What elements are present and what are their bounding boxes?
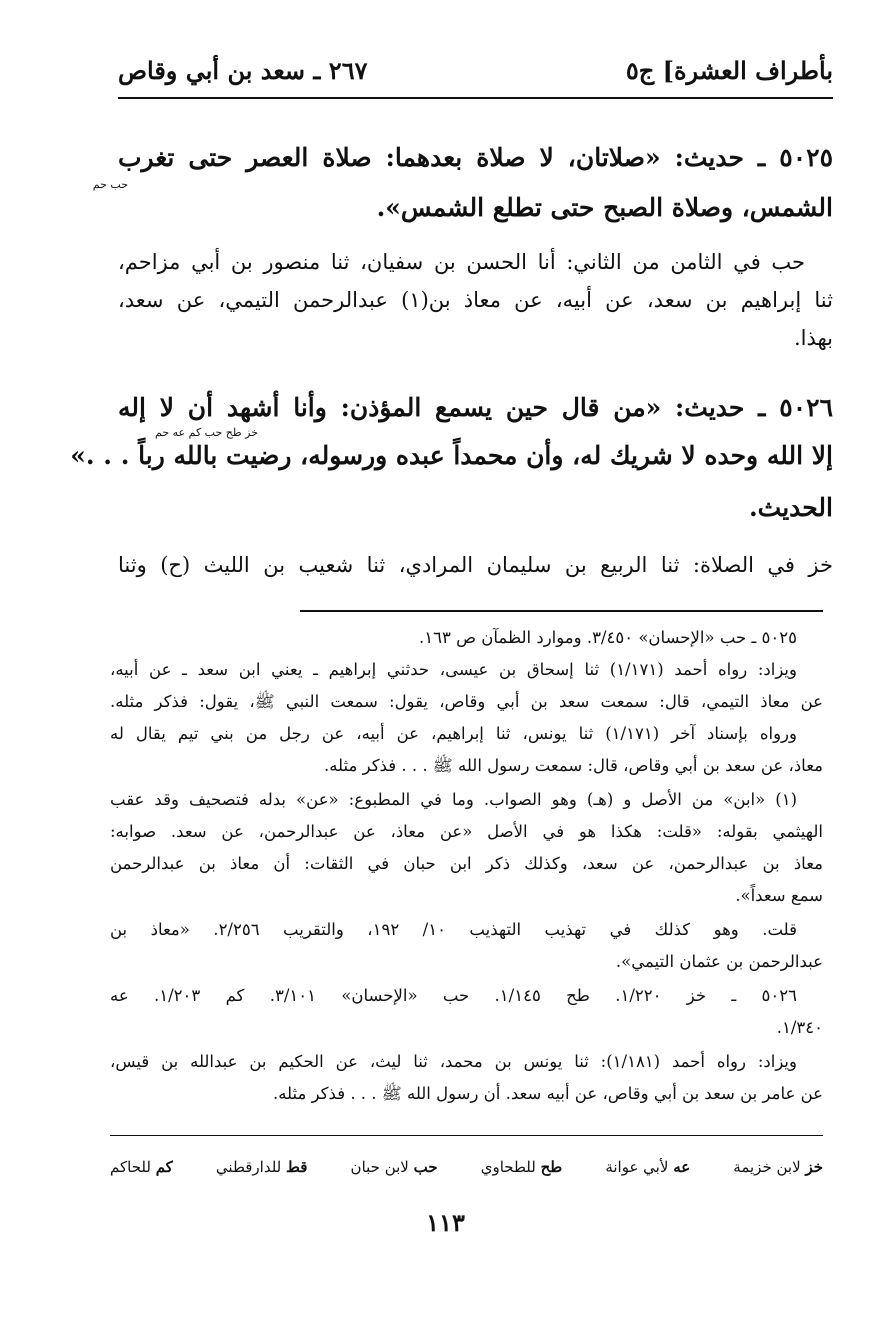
abbreviations-key [110, 1152, 823, 1182]
abbreviation-item [110, 1158, 173, 1176]
book-title: بأطراف العشرة] ج٥ [625, 55, 833, 85]
hadith-line: ٥٠٢٥ ـ حديث: «صلاتان، لا صلاة بعدهما: صلاة العصر حتى تغرب [118, 143, 833, 172]
footnote-line: معاذ، عن سعد بن أبي وقاص، قال: سمعت رسول الله ﷺ . . . فذكر مثله. [323, 756, 823, 775]
abbreviation-name: للحاكم [110, 1158, 151, 1176]
isnad-line: خز في الصلاة: ثنا الربيع بن سليمان المرادي، ثنا شعيب بن الليث (ح) وثنا [118, 553, 833, 577]
footnote-line: ١/٣٤٠. [776, 1018, 823, 1037]
header-rule [118, 97, 833, 99]
isnad-line: ثنا إبراهيم بن سعد، عن أبيه، عن معاذ بن(١) عبدالرحمن التيمي، عن سعد، [118, 288, 833, 312]
isnad-line: حب في الثامن من الثاني: أنا الحسن بن سفيان، ثنا منصور بن أبي مزاحم، [118, 250, 805, 274]
sigla: حب حم [92, 178, 128, 191]
running-head [118, 50, 833, 90]
footnote-line: ٥٠٢٥ ـ حب «الإحسان» ٣/٤٥٠. وموارد الظمآن ص ١٦٣. [418, 628, 797, 647]
sigla: خز طح حب كم عه حم [155, 426, 258, 439]
abbreviation-name: لابن حبان [350, 1158, 409, 1176]
hadith-line: الشمس، وصلاة الصبح حتى تطلع الشمس». [376, 193, 833, 222]
abbreviation-name: للطحاوي [480, 1158, 536, 1176]
abbreviation-code: عه [673, 1158, 691, 1176]
footnote-line: الهيثمي بقوله: «قلت: هكذا هو في الأصل «عن معاذ، عن عبدالرحمن، عن سعد. صوابه: [110, 822, 823, 841]
abbreviation-name: لابن خزيمة [733, 1158, 801, 1176]
hadith-line: ٥٠٢٦ ـ حديث: «من قال حين يسمع المؤذن: وأنا أشهد أن لا إله [118, 393, 833, 422]
abbreviation-item [605, 1158, 690, 1176]
footnote-line: قلت. وهو كذلك في تهذيب التهذيب ١٠/ ١٩٢، والتقريب ٢/٢٥٦. «معاذ بن [110, 920, 798, 939]
hadith-line: الحديث. [748, 493, 833, 522]
abbreviation-code: حب [413, 1158, 438, 1176]
abbreviation-item [216, 1158, 308, 1176]
abbreviation-item [733, 1158, 823, 1176]
footnote-line: معاذ بن عبدالرحمن، عن سعد، وكذلك ذكر ابن حبان في الثقات: أن معاذ بن عبدالرحمن [110, 854, 823, 873]
page-number: ١١٣ [426, 1208, 465, 1237]
footnote-line: عن عامر بن سعد بن أبي وقاص، عن أبيه سعد. أن رسول الله ﷺ . . . فذكر مثله. [272, 1084, 823, 1103]
footnote-line: (١) «ابن» من الأصل و (هـ) وهو الصواب. وما في المطبوع: «عن» بدله فتصحيف وقد عقب [110, 790, 797, 809]
abbreviation-code: خز [805, 1158, 823, 1176]
abbreviation-code: كم [155, 1158, 173, 1176]
abbreviation-item [351, 1158, 438, 1176]
footnote-line: ويزاد: رواه أحمد (١/١٧١) ثنا إسحاق بن عيسى، حدثني إبراهيم ـ يعني ابن سعد ـ عن أبيه، [110, 660, 797, 679]
abbreviation-code: قط [286, 1158, 308, 1176]
abbreviations-rule [110, 1135, 823, 1136]
isnad-line: بهذا. [793, 326, 833, 350]
abbreviation-name: للدارقطني [215, 1158, 282, 1176]
footnote-line: ورواه بإسناد آخر (١/١٧١) ثنا يونس، ثنا إبراهيم، عن أبيه، عن رجل من بني تيم يقال له [110, 724, 797, 743]
footnote-line: ٥٠٢٦ ـ خز ١/٢٢٠. طح ١/١٤٥. حب «الإحسان» ٣/١٠١. كم ١/٢٠٣. عه [110, 986, 797, 1005]
footnote-rule [300, 610, 823, 612]
footnote-line: سمع سعداً». [735, 886, 823, 905]
hadith-line: إلا الله وحده لا شريك له، وأن محمداً عبده ورسوله، رضيت بالله رباً . . .» [70, 441, 833, 470]
abbreviation-name: لأبي عوانة [605, 1158, 669, 1176]
footnote-line: عن معاذ التيمي، قال: سمعت سعد بن أبي وقاص، يقول: سمعت النبي ﷺ، يقول: فذكر مثله. [110, 692, 823, 711]
section-title: ٢٦٧ ـ سعد بن أبي وقاص [118, 55, 368, 85]
footnote-line: ويزاد: رواه أحمد (١/١٨١): ثنا يونس بن محمد، ثنا ليث، عن الحكيم بن عبدالله بن قيس، [110, 1052, 797, 1071]
abbreviation-code: طح [540, 1158, 563, 1176]
footnote-line: عبدالرحمن بن عثمان التيمي». [615, 952, 823, 971]
abbreviation-item [481, 1158, 562, 1176]
